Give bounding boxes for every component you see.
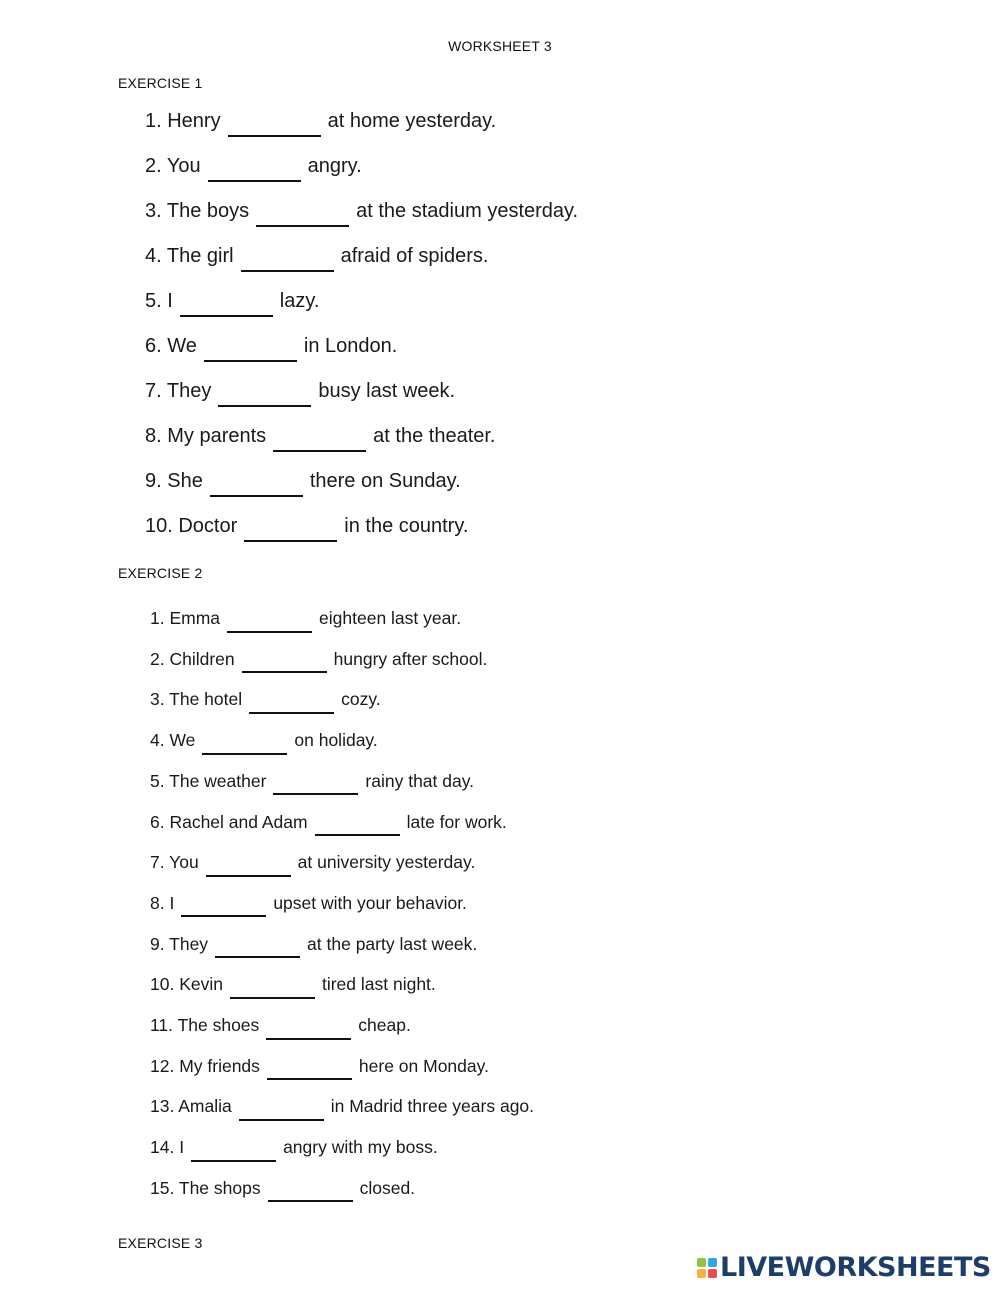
- sentence-end: in London.: [303, 335, 398, 357]
- sentence-end: angry with my boss.: [283, 1137, 438, 1158]
- answer-blank-input[interactable]: [244, 522, 337, 542]
- answer-blank-input[interactable]: [202, 737, 287, 755]
- exercise2-item-9: [150, 934, 477, 956]
- exercise1-item-1: [145, 110, 496, 134]
- sentence-start: 9. They: [150, 933, 209, 954]
- answer-blank-input[interactable]: [191, 1144, 276, 1162]
- sentence-start: 4. We: [150, 730, 196, 751]
- exercise1-item-3: [145, 200, 578, 224]
- answer-blank-input[interactable]: [273, 432, 366, 452]
- exercise-2-heading: EXERCISE 2: [118, 565, 203, 581]
- exercise2-item-7: [150, 852, 475, 874]
- sentence-start: 14. I: [150, 1137, 185, 1158]
- exercise1-item-10: [145, 515, 468, 539]
- exercise2-item-15: [150, 1178, 415, 1200]
- answer-blank-input[interactable]: [210, 477, 303, 497]
- sentence-end: eighteen last year.: [319, 608, 462, 628]
- sentence-start: 5. The weather: [150, 770, 267, 791]
- exercise2-item-8: [150, 893, 467, 915]
- sentence-start: 12. My friends: [150, 1055, 260, 1076]
- sentence-end: here on Monday.: [358, 1055, 489, 1076]
- sentence-end: cozy.: [341, 689, 381, 710]
- sentence-end: tired last night.: [321, 974, 436, 995]
- sentence-end: at the theater.: [373, 425, 496, 447]
- sentence-end: in Madrid three years ago.: [330, 1096, 535, 1117]
- answer-blank-input[interactable]: [268, 1184, 353, 1202]
- exercise2-item-14: [150, 1137, 438, 1159]
- sentence-start: 3. The boys: [145, 200, 250, 222]
- exercise2-item-11: [150, 1015, 411, 1037]
- sentence-start: 6. Rachel and Adam: [150, 811, 308, 832]
- sentence-start: 10. Doctor: [145, 515, 238, 537]
- exercise2-item-2: [150, 649, 487, 671]
- answer-blank-input[interactable]: [249, 696, 334, 714]
- sentence-end: at the stadium yesterday.: [356, 200, 579, 222]
- sentence-end: on holiday.: [294, 730, 378, 751]
- sentence-end: rainy that day.: [365, 770, 475, 791]
- answer-blank-input[interactable]: [267, 1062, 352, 1080]
- exercise-1-heading: EXERCISE 1: [118, 75, 203, 91]
- logo-tile: [708, 1258, 717, 1267]
- answer-blank-input[interactable]: [241, 252, 334, 272]
- sentence-start: 7. You: [150, 852, 199, 873]
- answer-blank-input[interactable]: [266, 1022, 351, 1040]
- answer-blank-input[interactable]: [228, 117, 321, 137]
- sentence-start: 10. Kevin: [150, 974, 223, 995]
- sentence-end: lazy.: [279, 290, 320, 312]
- answer-blank-input[interactable]: [218, 387, 311, 407]
- answer-blank-input[interactable]: [208, 162, 301, 182]
- sentence-start: 5. I: [145, 290, 173, 312]
- sentence-end: at university yesterday.: [297, 852, 476, 873]
- exercise1-item-6: [145, 335, 397, 359]
- exercise2-item-1: [150, 608, 461, 630]
- answer-blank-input[interactable]: [227, 615, 312, 633]
- sentence-start: 8. I: [150, 892, 175, 913]
- exercise1-item-4: [145, 245, 488, 269]
- sentence-start: 1. Emma: [150, 608, 221, 628]
- exercise2-item-12: [150, 1056, 489, 1078]
- exercise1-item-7: [145, 380, 455, 404]
- liveworksheets-logo: [697, 1254, 991, 1281]
- logo-tile: [708, 1269, 717, 1278]
- exercise2-item-10: [150, 974, 436, 996]
- answer-blank-input[interactable]: [230, 981, 315, 999]
- sentence-end: late for work.: [406, 811, 507, 832]
- sentence-start: 3. The hotel: [150, 689, 243, 710]
- exercise1-item-5: [145, 290, 319, 314]
- answer-blank-input[interactable]: [242, 655, 327, 673]
- exercise2-item-3: [150, 689, 381, 711]
- exercise2-item-5: [150, 771, 474, 793]
- worksheet-title: WORKSHEET 3: [448, 38, 552, 54]
- sentence-end: closed.: [359, 1177, 416, 1198]
- logo-tile: [697, 1258, 706, 1267]
- exercise2-item-4: [150, 730, 378, 752]
- sentence-start: 7. They: [145, 380, 212, 402]
- sentence-start: 8. My parents: [145, 425, 267, 447]
- sentence-start: 2. You: [145, 155, 201, 177]
- sentence-start: 15. The shops: [150, 1177, 261, 1198]
- sentence-end: upset with your behavior.: [273, 892, 467, 913]
- answer-blank-input[interactable]: [204, 342, 297, 362]
- sentence-end: angry.: [307, 155, 362, 177]
- answer-blank-input[interactable]: [206, 859, 291, 877]
- sentence-start: 2. Children: [150, 648, 235, 669]
- logo-tiles-icon: [697, 1258, 717, 1278]
- sentence-end: afraid of spiders.: [340, 245, 489, 267]
- sentence-end: busy last week.: [318, 380, 456, 402]
- sentence-end: cheap.: [358, 1015, 411, 1035]
- answer-blank-input[interactable]: [215, 940, 300, 958]
- exercise-3-heading: EXERCISE 3: [118, 1235, 203, 1251]
- sentence-start: 9. She: [145, 470, 203, 492]
- sentence-end: at the party last week.: [307, 933, 478, 954]
- logo-text: LIVEWORKSHEETS: [720, 1252, 991, 1283]
- exercise1-item-8: [145, 425, 496, 449]
- sentence-start: 6. We: [145, 335, 197, 357]
- exercise2-item-13: [150, 1096, 534, 1118]
- answer-blank-input[interactable]: [273, 777, 358, 795]
- answer-blank-input[interactable]: [181, 899, 266, 917]
- answer-blank-input[interactable]: [256, 207, 349, 227]
- sentence-start: 13. Amalia: [150, 1096, 232, 1117]
- sentence-end: at home yesterday.: [327, 110, 497, 132]
- sentence-end: hungry after school.: [333, 648, 488, 669]
- answer-blank-input[interactable]: [180, 297, 273, 317]
- exercise1-item-9: [145, 470, 461, 494]
- sentence-end: in the country.: [344, 515, 469, 537]
- sentence-end: there on Sunday.: [309, 470, 461, 492]
- answer-blank-input[interactable]: [315, 818, 400, 836]
- logo-tile: [697, 1269, 706, 1278]
- sentence-start: 4. The girl: [145, 245, 234, 267]
- exercise2-item-6: [150, 812, 507, 834]
- exercise1-item-2: [145, 155, 362, 179]
- sentence-start: 1. Henry: [145, 110, 221, 132]
- sentence-start: 11. The shoes: [150, 1015, 260, 1035]
- answer-blank-input[interactable]: [239, 1103, 324, 1121]
